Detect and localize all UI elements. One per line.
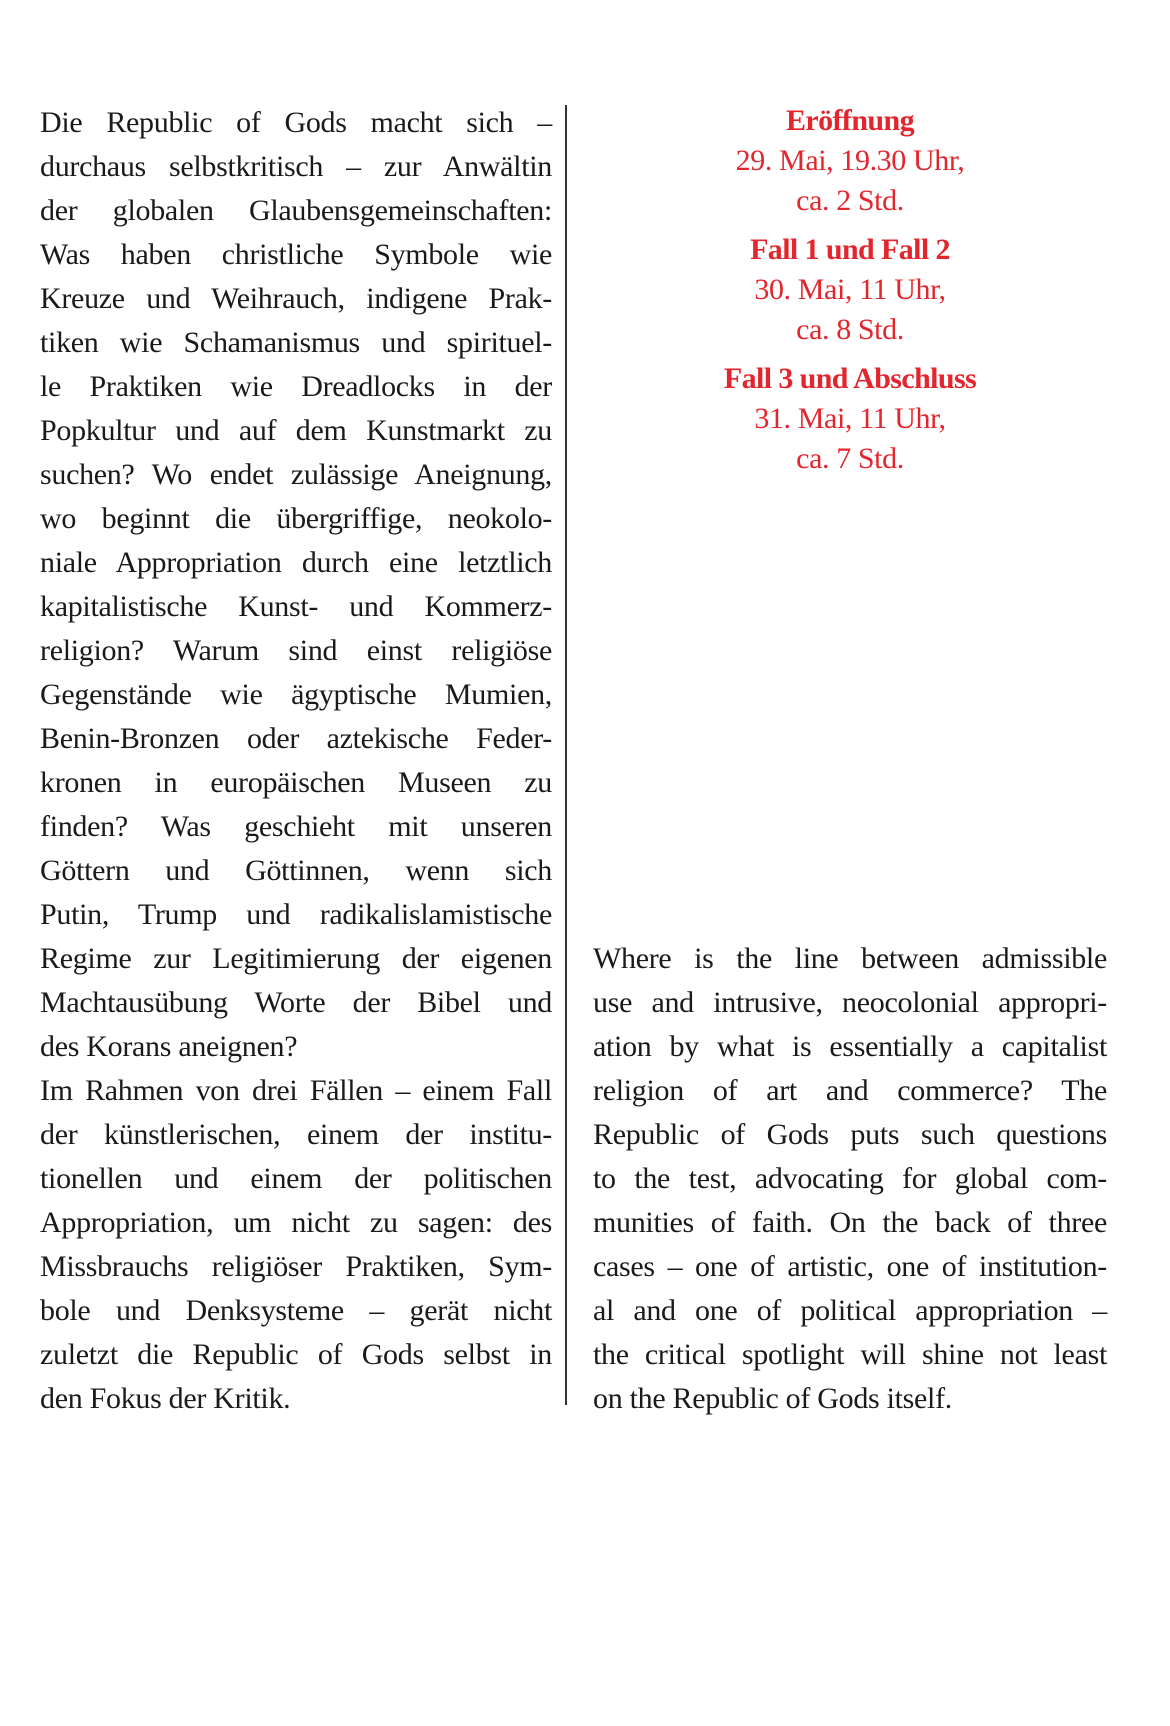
german-line: Machtausübung Worte der Bibel und xyxy=(40,986,552,1019)
german-line: tionellen und einem der politischen xyxy=(40,1162,552,1195)
german-line: Appropriation, um nicht zu sagen: des xyxy=(40,1206,552,1239)
german-line: kapitalistische Kunst- und Kommerz- xyxy=(40,590,552,623)
german-line: Putin, Trump und radikalislamistische xyxy=(40,898,552,931)
german-line: bole und Denksysteme – gerät nicht xyxy=(40,1294,552,1327)
german-text-column xyxy=(40,101,552,1421)
event-date: 30. Mai, 11 Uhr, xyxy=(754,273,946,306)
event-case-1-2 xyxy=(620,230,1080,350)
german-line: Benin-Bronzen oder aztekische Feder- xyxy=(40,722,552,755)
german-line: kronen in europäischen Museen zu xyxy=(40,766,552,799)
english-line: cases – one of artistic, one of institution- xyxy=(593,1250,1107,1283)
event-schedule xyxy=(620,101,1080,488)
english-line: on the Republic of Gods itself. xyxy=(593,1382,952,1415)
german-line: zuletzt die Republic of Gods selbst in xyxy=(40,1338,552,1371)
event-duration: ca. 7 Std. xyxy=(796,442,904,475)
english-line: al and one of political appropriation – xyxy=(593,1294,1107,1327)
english-line: munities of faith. On the back of three xyxy=(593,1206,1107,1239)
german-line: Gegenstände wie ägyptische Mumien, xyxy=(40,678,552,711)
german-line: Die Republic of Gods macht sich – xyxy=(40,106,552,139)
english-line: Republic of Gods puts such questions xyxy=(593,1118,1107,1151)
german-line: wo beginnt die übergriffige, neokolo- xyxy=(40,502,552,535)
event-title: Fall 1 und Fall 2 xyxy=(750,233,950,266)
event-case-3-closing xyxy=(620,359,1080,479)
event-title: Fall 3 und Abschluss xyxy=(723,362,977,395)
english-line: use and intrusive, neocolonial appropri- xyxy=(593,986,1107,1019)
event-date: 31. Mai, 11 Uhr, xyxy=(754,402,946,435)
german-line: des Korans aneignen? xyxy=(40,1030,298,1063)
event-date: 29. Mai, 19.30 Uhr, xyxy=(735,144,965,177)
german-line: der globalen Glaubensgemeinschaften: xyxy=(40,194,552,227)
english-line: ation by what is essentially a capitalist xyxy=(593,1030,1107,1063)
event-opening xyxy=(620,101,1080,221)
event-title: Eröffnung xyxy=(786,104,914,137)
german-line: durchaus selbstkritisch – zur Anwältin xyxy=(40,150,552,183)
german-line: Popkultur und auf dem Kunstmarkt zu xyxy=(40,414,552,447)
event-duration: ca. 2 Std. xyxy=(796,184,904,217)
german-line: Göttern und Göttinnen, wenn sich xyxy=(40,854,552,887)
english-line: to the test, advocating for global com- xyxy=(593,1162,1107,1195)
german-line: Im Rahmen von drei Fällen – einem Fall xyxy=(40,1074,552,1107)
german-line: le Praktiken wie Dreadlocks in der xyxy=(40,370,552,403)
german-line: den Fokus der Kritik. xyxy=(40,1382,291,1415)
german-line: religion? Warum sind einst religiöse xyxy=(40,634,552,667)
german-line: Regime zur Legitimierung der eigenen xyxy=(40,942,552,975)
english-text-column xyxy=(593,937,1107,1421)
german-line: finden? Was geschieht mit unseren xyxy=(40,810,552,843)
german-line: der künstlerischen, einem der institu- xyxy=(40,1118,552,1151)
english-line: religion of art and commerce? The xyxy=(593,1074,1107,1107)
german-line: Was haben christliche Symbole wie xyxy=(40,238,552,271)
english-line: the critical spotlight will shine not least xyxy=(593,1338,1107,1371)
german-line: Kreuze und Weihrauch, indigene Prak- xyxy=(40,282,552,315)
english-line: Where is the line between admissible xyxy=(593,942,1107,975)
german-line: tiken wie Schamanismus und spirituel- xyxy=(40,326,552,359)
column-divider xyxy=(565,105,567,1405)
german-line: Missbrauchs religiöser Praktiken, Sym- xyxy=(40,1250,552,1283)
german-line: suchen? Wo endet zulässige Aneignung, xyxy=(40,458,552,491)
event-duration: ca. 8 Std. xyxy=(796,313,904,346)
german-line: niale Appropriation durch eine letztlich xyxy=(40,546,552,579)
